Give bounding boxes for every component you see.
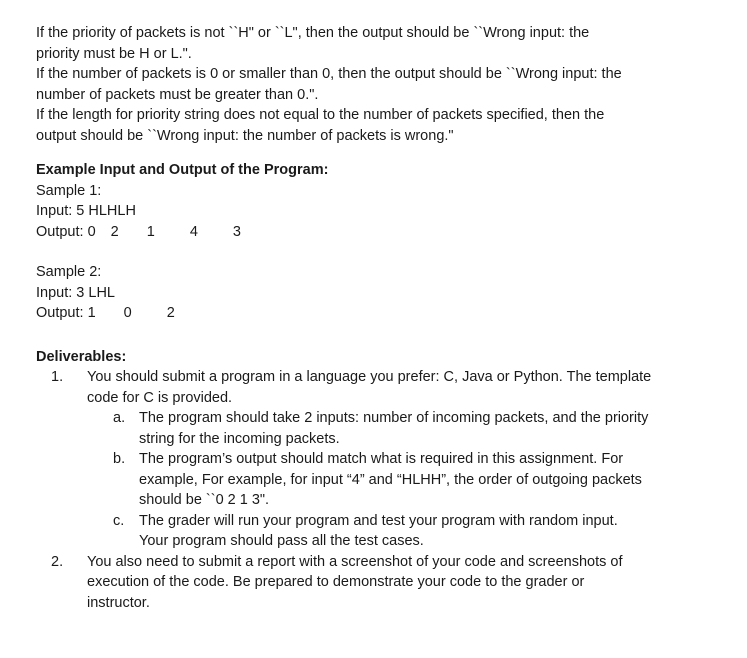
output-label: Output: 0: [36, 223, 96, 240]
list-marker: a.: [113, 410, 126, 426]
output-value: 2: [166, 305, 175, 321]
item-line: The program’s output should match what is required in this assignment. For: [139, 451, 624, 467]
rule-line: output should be ``Wrong input: the number of packets is wrong.": [36, 127, 454, 144]
deliverable-item-1: [36, 367, 726, 408]
deliverable-subitem-c: [36, 511, 726, 552]
output-value: 1: [146, 223, 155, 240]
output-value: 0: [123, 305, 132, 321]
sample-output: [36, 303, 726, 324]
list-marker: 2.: [51, 553, 64, 570]
sample-output: [36, 222, 726, 243]
sample-1: [36, 181, 726, 243]
rule-line: If the priority of packets is not ``H" or ``L", then the output should be ``Wrong input: the: [36, 25, 590, 41]
list-marker: c.: [113, 512, 125, 529]
list-marker: b.: [113, 451, 126, 467]
item-line: string for the incoming packets.: [139, 430, 340, 447]
rule-line: number of packets must be greater than 0.".: [36, 86, 319, 103]
document-page: [36, 23, 726, 613]
sample-input: Input: 3 LHL: [36, 284, 115, 301]
output-value: 3: [232, 223, 241, 240]
example-heading: Example Input and Output of the Program:: [36, 162, 329, 178]
item-line: code for C is provided.: [87, 389, 233, 406]
sample-label: Sample 1:: [36, 182, 102, 199]
deliverables-heading: Deliverables:: [36, 348, 127, 365]
rule-line: If the number of packets is 0 or smaller than 0, then the output should be ``Wrong input: the: [36, 66, 622, 82]
item-line: The program should take 2 inputs: number of incoming packets, and the priority: [139, 410, 649, 426]
output-value: 4: [189, 223, 198, 240]
rule-line: priority must be H or L.".: [36, 45, 192, 62]
rule-2: [36, 64, 726, 105]
output-value: 2: [110, 223, 119, 240]
sample-input: Input: 5 HLHLH: [36, 203, 136, 219]
rule-3: [36, 105, 726, 146]
sample-2: [36, 262, 726, 324]
deliverable-item-2: [36, 552, 726, 614]
item-line: Your program should pass all the test cases.: [139, 533, 424, 549]
sample-label: Sample 2:: [36, 264, 102, 280]
deliverable-subitem-b: [36, 449, 726, 511]
item-line: The grader will run your program and test your program with random input.: [139, 512, 618, 529]
item-line: You should submit a program in a language you prefer: C, Java or Python. The template: [87, 369, 652, 385]
deliverable-subitem-a: [36, 408, 726, 449]
rule-1: [36, 23, 726, 64]
item-line: execution of the code. Be prepared to demonstrate your code to the grader or: [87, 574, 585, 590]
output-label: Output: 1: [36, 305, 96, 321]
rule-line: If the length for priority string does not equal to the number of packets specified, then the: [36, 107, 605, 123]
item-line: should be ``0 2 1 3".: [139, 492, 270, 508]
item-line: instructor.: [87, 594, 150, 611]
item-line: You also need to submit a report with a screenshot of your code and screenshots of: [87, 553, 623, 570]
list-marker: 1.: [51, 369, 64, 385]
item-line: example, For example, for input “4” and “HLHH”, the order of outgoing packets: [139, 471, 642, 488]
